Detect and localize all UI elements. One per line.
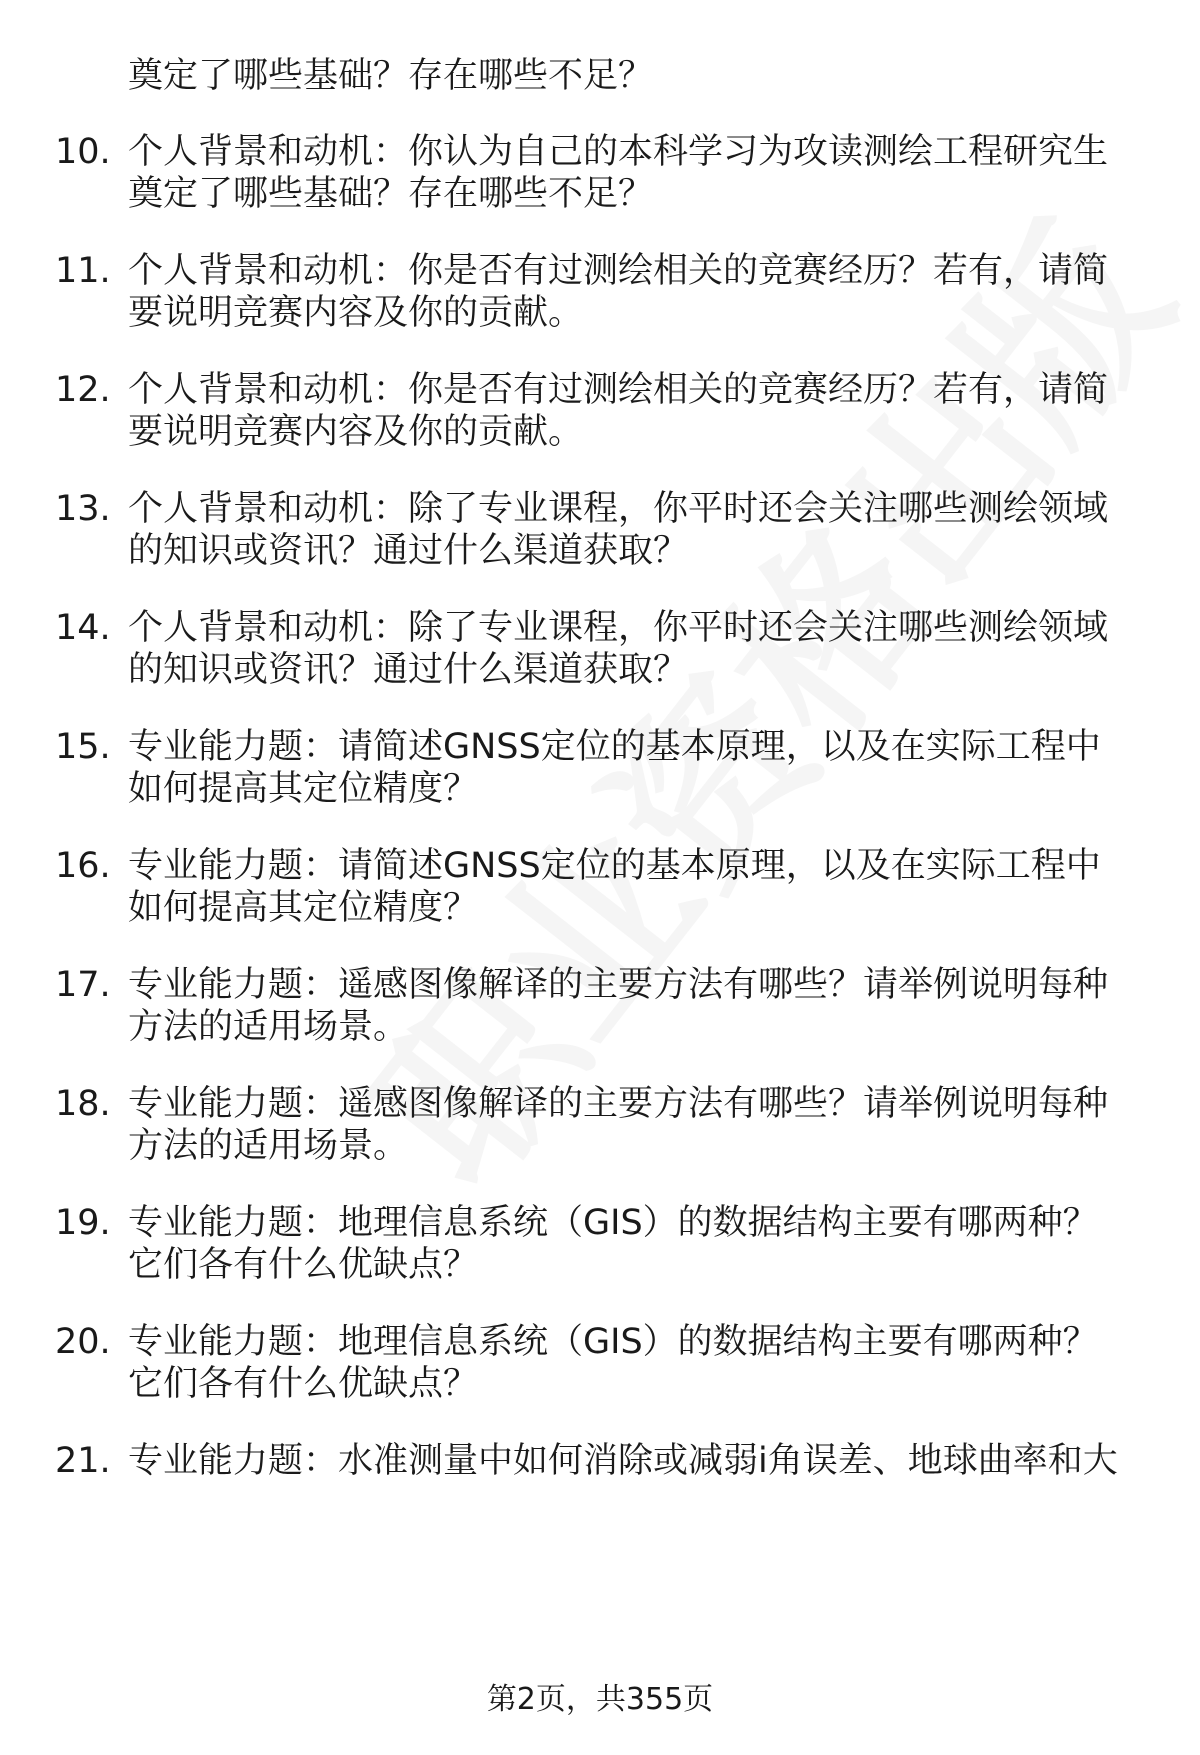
item-text: 个人背景和动机：你是否有过测绘相关的竞赛经历？若有，请简 bbox=[128, 251, 1109, 291]
item-text: 专业能力题：地理信息系统（GIS）的数据结构主要有哪两种？ bbox=[128, 1322, 1098, 1362]
item-number: 10. bbox=[55, 132, 111, 172]
item-text: 专业能力题：请简述GNSS定位的基本原理，以及在实际工程中 bbox=[128, 846, 1101, 886]
item-number: 19. bbox=[55, 1203, 111, 1243]
item-number: 16. bbox=[55, 846, 111, 886]
item-text: 专业能力题：遥感图像解译的主要方法有哪些？请举例说明每种 bbox=[128, 1084, 1109, 1124]
item-text: 的知识或资讯？通过什么渠道获取？ bbox=[128, 531, 689, 571]
item-text: 专业能力题：请简述GNSS定位的基本原理，以及在实际工程中 bbox=[128, 727, 1101, 767]
item-number: 13. bbox=[55, 489, 111, 529]
item-text: 要说明竞赛内容及你的贡献。 bbox=[128, 412, 584, 452]
item-text: 它们各有什么优缺点？ bbox=[128, 1245, 479, 1285]
item-number: 14. bbox=[55, 608, 111, 648]
item-number: 15. bbox=[55, 727, 111, 767]
item-text: 个人背景和动机：除了专业课程，你平时还会关注哪些测绘领域 bbox=[128, 608, 1109, 648]
item-text: 方法的适用场景。 bbox=[128, 1126, 409, 1166]
item-text: 的知识或资讯？通过什么渠道获取？ bbox=[128, 650, 689, 690]
item-text: 方法的适用场景。 bbox=[128, 1007, 409, 1047]
item-number: 12. bbox=[55, 370, 111, 410]
item-number: 20. bbox=[55, 1322, 111, 1362]
item-text: 它们各有什么优缺点？ bbox=[128, 1364, 479, 1404]
item-number: 18. bbox=[55, 1084, 111, 1124]
item-text: 要说明竞赛内容及你的贡献。 bbox=[128, 293, 584, 333]
continued-line: 奠定了哪些基础？存在哪些不足？ bbox=[128, 56, 654, 96]
page-footer: 第2页，共355页 bbox=[486, 1682, 714, 1717]
item-number: 21. bbox=[55, 1441, 111, 1481]
item-text: 个人背景和动机：除了专业课程，你平时还会关注哪些测绘领域 bbox=[128, 489, 1109, 529]
item-text: 如何提高其定位精度？ bbox=[128, 888, 479, 928]
item-text: 专业能力题：地理信息系统（GIS）的数据结构主要有哪两种？ bbox=[128, 1203, 1098, 1243]
item-text: 个人背景和动机：你是否有过测绘相关的竞赛经历？若有，请简 bbox=[128, 370, 1109, 410]
item-number: 11. bbox=[55, 251, 111, 291]
item-text: 个人背景和动机：你认为自己的本科学习为攻读测绘工程研究生 bbox=[128, 132, 1109, 172]
item-text: 专业能力题：水准测量中如何消除或减弱i角误差、地球曲率和大 bbox=[128, 1441, 1118, 1481]
item-number: 17. bbox=[55, 965, 111, 1005]
item-text: 奠定了哪些基础？存在哪些不足？ bbox=[128, 174, 654, 214]
item-text: 如何提高其定位精度？ bbox=[128, 769, 479, 809]
item-text: 专业能力题：遥感图像解译的主要方法有哪些？请举例说明每种 bbox=[128, 965, 1109, 1005]
